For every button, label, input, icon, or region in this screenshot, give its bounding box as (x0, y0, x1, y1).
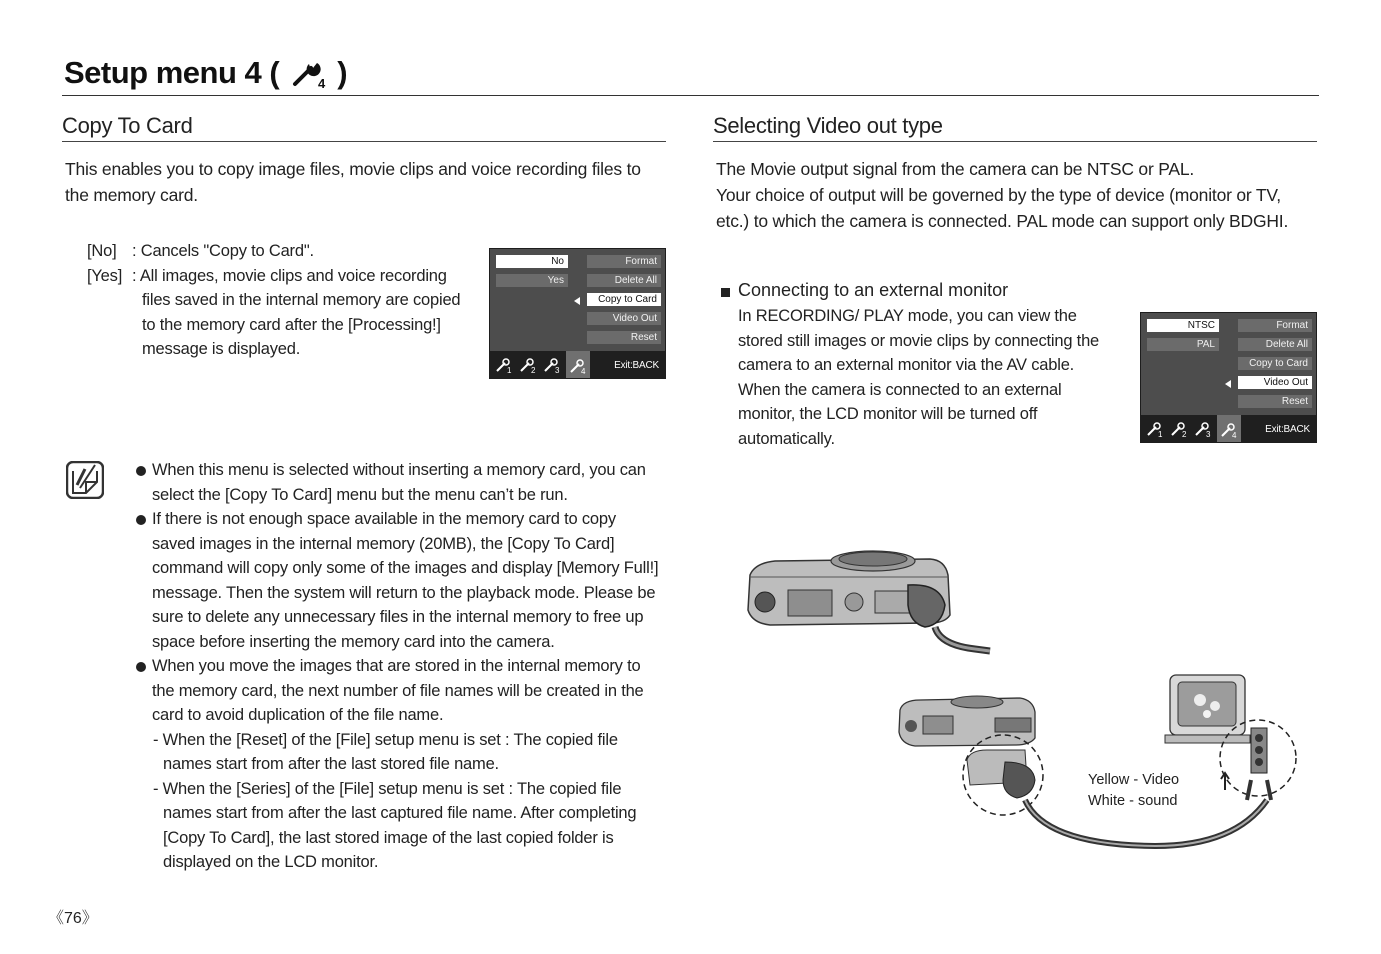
menu-cmd-format: Format (587, 255, 661, 268)
menu-tab-bar (1141, 415, 1316, 442)
body-line: When the camera is connected to an external (738, 380, 1062, 399)
option-list (87, 239, 487, 362)
option-no (87, 239, 487, 264)
menu-cmd-delete-all: Delete All (1238, 338, 1312, 351)
right-section-rule (713, 141, 1317, 142)
sub-note-line: names start from after the last captured file name. After completing (163, 804, 637, 822)
page-number: 《76》 (48, 910, 98, 927)
setup-tab-2-icon (518, 356, 538, 374)
sub-note-line: [Copy To Card], the last stored image of the last copied folder is (163, 828, 614, 847)
svg-text:2: 2 (531, 366, 536, 374)
svg-text:3: 3 (1206, 430, 1211, 438)
note-line: card to avoid duplication of the file name. (152, 706, 444, 724)
option-desc: to the memory card after the [Processing!] (142, 315, 441, 334)
left-intro-line: This enables you to copy image files, movie clips and voice recording files to (65, 159, 641, 179)
body-line: automatically. (738, 429, 835, 448)
camera-tv-connection-illustration (895, 670, 1305, 860)
option-desc: : All images, movie clips and voice recording (132, 266, 447, 285)
menu-cmd-reset: Reset (587, 331, 661, 344)
option-desc: : Cancels "Copy to Card". (132, 242, 314, 260)
cable-labels (1088, 770, 1179, 812)
note-line: the memory card, the next number of file names will be created in the (152, 681, 644, 700)
menu-exit-label: Exit:BACK (614, 360, 659, 371)
setup-tab-1-icon (494, 356, 514, 374)
svg-text:3: 3 (555, 366, 560, 374)
note-line: When this menu is selected without inserting a memory card, you can (152, 461, 646, 479)
wrench-icon (289, 56, 333, 90)
menu-cmd-video-out: Video Out (587, 312, 661, 325)
note-line: command will copy only some of the images and display [Memory Full!] (152, 559, 659, 577)
menu-pointer-arrow-icon (1225, 380, 1231, 388)
note-line: select the [Copy To Card] menu but the menu can’t be run. (152, 485, 568, 504)
left-intro-line: the memory card. (65, 185, 198, 205)
copy-to-card-menu-screen (489, 248, 666, 379)
svg-text:1: 1 (507, 366, 512, 374)
title-icon-subscript: 4 (318, 76, 325, 90)
menu-cmd-copy-to-card: Copy to Card (587, 293, 661, 306)
bullet-icon (136, 662, 146, 672)
svg-text:4: 4 (1232, 431, 1237, 440)
left-section-rule (62, 141, 666, 142)
note-icon (66, 461, 104, 499)
menu-pointer-arrow-icon (574, 297, 580, 305)
svg-text:2: 2 (1182, 430, 1187, 438)
setup-tab-4-icon (1217, 415, 1241, 442)
menu-option-ntsc: NTSC (1147, 319, 1219, 332)
page-title-close: ) (337, 55, 348, 90)
menu-cmd-copy-to-card: Copy to Card (1238, 357, 1312, 370)
note-line: space before inserting the memory card into the camera. (152, 632, 555, 651)
video-out-heading: Selecting Video out type (713, 113, 943, 138)
note-line: If there is not enough space available in the memory card to copy (152, 510, 616, 528)
setup-tab-1-icon (1145, 420, 1165, 438)
bullet-icon (136, 515, 146, 525)
svg-text:4: 4 (581, 367, 586, 376)
page-title-text: Setup menu 4 ( (64, 55, 280, 90)
right-intro (716, 156, 1356, 234)
sub-note-item (135, 728, 675, 777)
notes-list (135, 458, 675, 875)
note-item (135, 654, 675, 728)
body-line: In RECORDING/ PLAY mode, you can view the (738, 307, 1077, 325)
cable-label-yellow: Yellow - Video (1088, 772, 1180, 788)
menu-cmd-reset: Reset (1238, 395, 1312, 408)
option-yes (87, 264, 487, 362)
right-intro-line: The Movie output signal from the camera can be NTSC or PAL. (716, 159, 1195, 179)
menu-option-no: No (496, 255, 568, 268)
menu-cmd-format: Format (1238, 319, 1312, 332)
menu-cmd-video-out: Video Out (1238, 376, 1312, 389)
menu-option-pal: PAL (1147, 338, 1219, 351)
cable-label-white: White - sound (1088, 793, 1178, 809)
note-item (135, 507, 675, 654)
note-line: message. Then the system will return to the playback mode. Please be (152, 583, 656, 602)
menu-tab-bar (490, 351, 665, 378)
left-intro (65, 156, 675, 208)
svg-text:1: 1 (1158, 430, 1163, 438)
menu-option-yes: Yes (496, 274, 568, 287)
note-line: sure to delete any unnecessary files in the internal memory to free up (152, 608, 644, 626)
option-desc: files saved in the internal memory are copied (142, 291, 461, 309)
note-line: saved images in the internal memory (20MB), the [Copy To Card] (152, 534, 615, 553)
camera-with-cable-illustration (740, 545, 1000, 660)
option-key: [No] (87, 242, 117, 260)
menu-exit-label: Exit:BACK (1265, 424, 1310, 435)
sub-note-line: displayed on the LCD monitor. (163, 853, 379, 871)
body-line: stored still images or movie clips by connecting the (738, 331, 1100, 350)
setup-tab-4-icon (566, 351, 590, 378)
external-monitor-body (738, 304, 1128, 451)
option-key: [Yes] (87, 266, 123, 285)
right-intro-line: etc.) to which the camera is connected. PAL mode can support only BDGHI. (716, 211, 1289, 231)
external-monitor-subheading: Connecting to an external monitor (738, 280, 1009, 300)
sub-note-line: names start from after the last stored file name. (163, 755, 499, 773)
setup-tab-2-icon (1169, 420, 1189, 438)
menu-cmd-delete-all: Delete All (587, 274, 661, 287)
note-item (135, 458, 675, 507)
right-intro-line: Your choice of output will be governed by the type of device (monitor or TV, (716, 185, 1281, 205)
copy-to-card-heading: Copy To Card (62, 113, 193, 138)
option-desc: message is displayed. (142, 340, 301, 358)
body-line: monitor, the LCD monitor will be turned off (738, 405, 1038, 423)
title-rule (62, 95, 1319, 96)
page-title (64, 55, 347, 91)
square-bullet-icon (721, 288, 730, 297)
sub-note-line: - When the [Series] of the [File] setup menu is set : The copied file (153, 779, 622, 798)
setup-tab-3-icon (1193, 420, 1213, 438)
note-line: When you move the images that are stored in the internal memory to (152, 657, 641, 675)
body-line: camera to an external monitor via the AV cable. (738, 356, 1075, 374)
video-out-menu-screen (1140, 312, 1317, 443)
bullet-icon (136, 466, 146, 476)
sub-note-line: - When the [Reset] of the [File] setup menu is set : The copied file (153, 730, 618, 749)
sub-note-item (135, 777, 675, 875)
setup-tab-3-icon (542, 356, 562, 374)
